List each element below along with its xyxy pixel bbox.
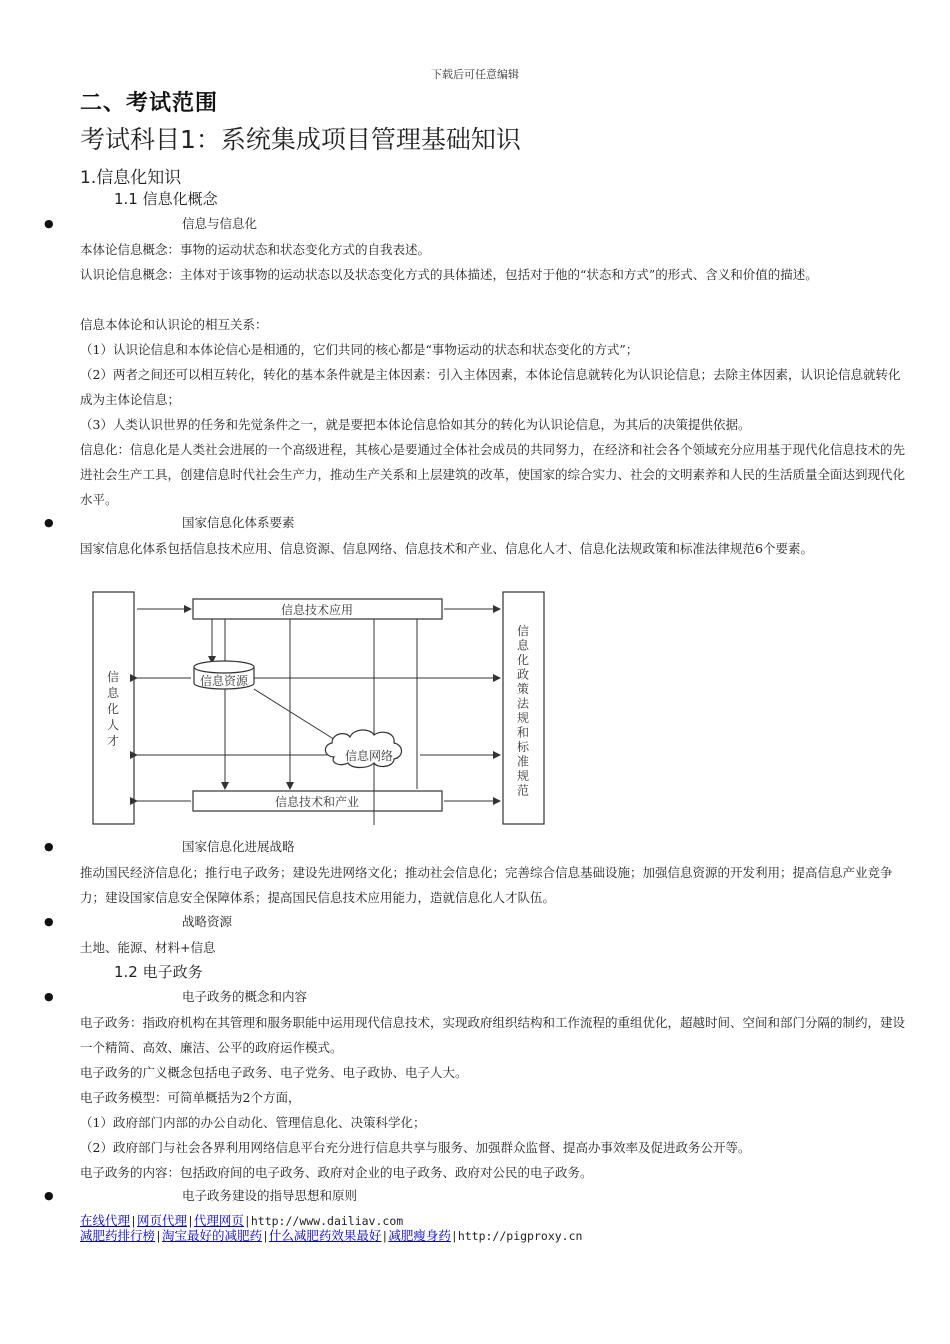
bullet-icon: ● bbox=[44, 840, 54, 853]
paragraph: （1）认识论信息和本体论信心是相通的，它们共同的核心都是“事物运动的状态和状态变化的方式”； bbox=[80, 342, 639, 357]
network-label: 信息网络 bbox=[344, 749, 394, 763]
subject-title: 考试科目1：系统集成项目管理基础知识 bbox=[80, 125, 521, 154]
paragraph: （2）两者之间还可以相互转化，转化的基本条件就是主体因素：引入主体因素，本体论信息就转化为认识论信息；去除主体因素，认识论信息就转化成为主体论信息； bbox=[80, 367, 901, 407]
bullet-icon: ● bbox=[44, 516, 54, 529]
resource-label: 信息资源 bbox=[199, 674, 249, 688]
chapter-heading: 1.信息化知识 bbox=[80, 168, 182, 188]
it-industry-label: 信息技术和产业 bbox=[274, 795, 360, 809]
paragraph: 电子政务模型：可简单概括为2个方面， bbox=[80, 1090, 301, 1105]
paragraph: 信息本体论和认识论的相互关系： bbox=[80, 317, 268, 332]
info-system-diagram bbox=[82, 585, 552, 830]
bullet-icon: ● bbox=[44, 217, 54, 230]
footer-link[interactable]: 网页代理 bbox=[136, 1213, 187, 1228]
footer-url: http://www.dailiav.com bbox=[250, 1214, 404, 1228]
bullet-label: 战略资源 bbox=[182, 914, 233, 929]
paragraph: 本体论信息概念：事物的运动状态和状态变化方式的自我表述。 bbox=[80, 242, 431, 257]
paragraph: 认识论信息概念：主体对于该事物的运动状态以及状态变化方式的具体描述，包括对于他的“状态和方式”的形式、含义和价值的描述。 bbox=[80, 267, 818, 282]
footer-url: http://pigproxy.cn bbox=[457, 1229, 583, 1243]
footer-link[interactable]: 什么减肥药效果最好 bbox=[268, 1228, 382, 1243]
paragraph: （2）政府部门与社会各界利用网络信息平台充分进行信息共享与服务、加强群众监督、提高办事效率及促进政务公开等。 bbox=[80, 1140, 751, 1155]
section-heading-1-2: 1.2 电子政务 bbox=[114, 963, 203, 981]
paragraph: 电子政务的广义概念包括电子政务、电子党务、电子政协、电子人大。 bbox=[80, 1065, 468, 1080]
paragraph: 土地、能源、材料+信息 bbox=[80, 940, 216, 955]
paragraph: 电子政务：指政府机构在其管理和服务职能中运用现代信息技术，实现政府组织结构和工作流程的重组优化，超越时间、空间和部门分隔的制约，建设一个精简、高效、廉洁、公平的政府运作模式。 bbox=[80, 1015, 906, 1055]
talent-label: 信息化人才 bbox=[106, 670, 120, 748]
bullet-label: 电子政务建设的指导思想和原则 bbox=[182, 1188, 358, 1203]
bullet-icon: ● bbox=[44, 1189, 54, 1202]
section-title: 二、考试范围 bbox=[80, 90, 219, 116]
footer-links-line-2: 减肥药排行榜|淘宝最好的减肥药|什么减肥药效果最好|减肥瘦身药|http://pigproxy.cn bbox=[80, 1228, 583, 1243]
footer-link[interactable]: 在线代理 bbox=[80, 1213, 131, 1228]
section-heading-1-1: 1.1 信息化概念 bbox=[114, 190, 218, 208]
bullet-label: 电子政务的概念和内容 bbox=[182, 989, 308, 1004]
bullet-label: 国家信息化进展战略 bbox=[182, 839, 295, 854]
footer-link[interactable]: 减肥药排行榜 bbox=[80, 1228, 156, 1243]
bullet-label: 国家信息化体系要素 bbox=[182, 515, 295, 530]
paragraph: 电子政务的内容：包括政府间的电子政务、政府对企业的电子政务、政府对公民的电子政务。 bbox=[80, 1165, 593, 1180]
bullet-icon: ● bbox=[44, 990, 54, 1003]
bullet-icon: ● bbox=[44, 915, 54, 928]
bullet-label: 信息与信息化 bbox=[182, 216, 258, 231]
paragraph: （1）政府部门内部的办公自动化、管理信息化、决策科学化； bbox=[80, 1115, 426, 1130]
footer-link[interactable]: 代理网页 bbox=[193, 1213, 244, 1228]
paragraph: 推动国民经济信息化；推行电子政务；建设先进网络文化；推动社会信息化；完善综合信息基础设施；加强信息资源的开发利用；提高信息产业竞争力；建设国家信息安全保障体系；提高国民信息技术应用能力，造就信息化人才队伍。 bbox=[80, 865, 893, 905]
it-application-label: 信息技术应用 bbox=[280, 603, 354, 617]
paragraph: 国家信息化体系包括信息技术应用、信息资源、信息网络、信息技术和产业、信息化人才、信息化法规政策和标准法律规范6个要素。 bbox=[80, 541, 813, 556]
footer-link[interactable]: 淘宝最好的减肥药 bbox=[161, 1228, 262, 1243]
footer-links-line-1: 在线代理|网页代理|代理网页|http://www.dailiav.com bbox=[80, 1213, 404, 1228]
policy-label: 信息化政策法规和标准规范 bbox=[516, 624, 530, 798]
footer-link[interactable]: 减肥瘦身药 bbox=[388, 1228, 451, 1243]
paragraph: 信息化：信息化是人类社会进展的一个高级进程，其核心是要通过全体社会成员的共同努力，在经济和社会各个领域充分应用基于现代化信息技术的先进社会生产工具，创建信息时代社会生产力，推动生产关系和上层建筑的改革，使国家的综合实力、社会的文明素养和人民的生活质量全面达到现代化水平。 bbox=[80, 442, 906, 507]
header-note: 下载后可任意编辑 bbox=[431, 68, 519, 81]
paragraph: （3）人类认识世界的任务和先觉条件之一，就是要把本体论信息恰如其分的转化为认识论信息，为其后的决策提供依据。 bbox=[80, 417, 751, 432]
